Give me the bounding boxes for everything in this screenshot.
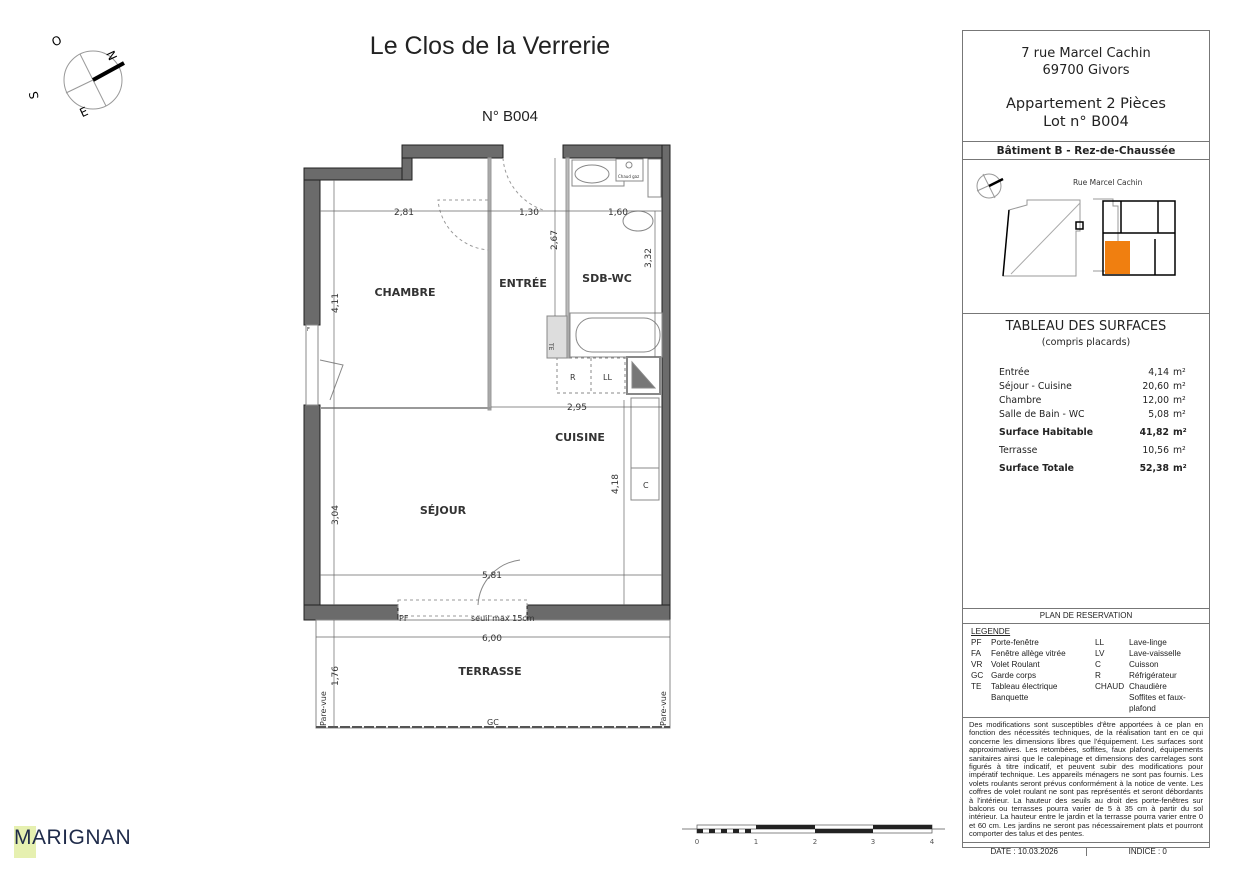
- site-mini-map: [963, 161, 1209, 311]
- apartment-info: [963, 95, 1209, 131]
- legend-k1: GC: [971, 671, 984, 680]
- label-c: C: [643, 481, 649, 490]
- surface-row: [999, 379, 1199, 393]
- legend-v1: Volet Roulant: [991, 660, 1040, 669]
- surface-value: 4,14: [1148, 366, 1169, 378]
- date: DATE : 10.03.2026: [963, 847, 1087, 856]
- legend-row: [971, 670, 1201, 681]
- scale-bar: [682, 825, 945, 833]
- legend-row: [971, 648, 1201, 659]
- legend: [963, 623, 1209, 717]
- label-seuil: seuil max 15cm: [471, 614, 535, 623]
- surface-label: Surface Habitable: [999, 426, 1094, 438]
- room-entree: ENTRÉE: [499, 277, 547, 290]
- surface-value: 5,08: [1148, 408, 1169, 420]
- scale-tick-3: 3: [870, 838, 876, 846]
- surface-label: Salle de Bain - WC: [999, 408, 1085, 420]
- surface-label: Terrasse: [999, 444, 1038, 456]
- surface-label: Séjour - Cuisine: [999, 380, 1072, 392]
- dim-sdb-width: 1,60: [607, 208, 629, 218]
- legend-k1: TE: [971, 682, 982, 691]
- surface-value: 12,00: [1142, 394, 1169, 406]
- legend-k2: CHAUD: [1095, 682, 1125, 691]
- legend-k2: LV: [1095, 649, 1105, 658]
- surfaces-table: [999, 365, 1199, 479]
- surface-label: Surface Totale: [999, 462, 1074, 474]
- surface-value: 10,56: [1142, 444, 1169, 456]
- dim-chambre-width: 2,81: [393, 208, 415, 218]
- label-te: TE: [547, 343, 554, 351]
- dim-cuisine-width: 2,95: [566, 403, 588, 413]
- legend-v2: Cuisson: [1129, 660, 1159, 669]
- surface-row: [999, 425, 1199, 439]
- legend-k2: R: [1095, 671, 1101, 680]
- legend-v1: Banquette: [991, 693, 1029, 702]
- surface-label: Entrée: [999, 366, 1030, 378]
- surface-unit: m²: [1173, 426, 1187, 438]
- dim-sdb-depth: 3,32: [644, 247, 654, 269]
- bathroom-fixtures: [547, 159, 662, 500]
- surface-value: 41,82: [1139, 426, 1169, 438]
- surface-unit: m²: [1173, 366, 1186, 378]
- legend-k1: PF: [971, 638, 982, 647]
- legend-v1: Fenêtre allège vitrée: [991, 649, 1066, 658]
- label-pare-vue-right: Pare-vue: [659, 691, 668, 726]
- room-terrasse: TERRASSE: [458, 665, 522, 678]
- room-chambre: CHAMBRE: [374, 286, 436, 299]
- legend-v2: Chaudière: [1129, 682, 1167, 691]
- surface-value: 52,38: [1139, 462, 1169, 474]
- legend-v1: Garde corps: [991, 671, 1037, 680]
- legend-v2: Réfrigérateur: [1129, 671, 1177, 680]
- dim-sejour-width: 5,81: [481, 571, 503, 581]
- dim-sejour-depth: 3,04: [331, 504, 341, 526]
- legend-v2: Lave-linge: [1129, 638, 1167, 647]
- dim-entree-width: 1,30: [518, 208, 540, 218]
- legend-rows: [971, 637, 1201, 714]
- legend-row: [971, 637, 1201, 648]
- label-pare-vue-left: Pare-vue: [319, 691, 328, 726]
- address-line1: 7 rue Marcel Cachin: [1021, 46, 1151, 61]
- indice: INDICE : 0: [1128, 846, 1167, 856]
- legend-v2: Soffites et faux-plafond: [1129, 693, 1186, 713]
- dim-terrace-depth: 1,76: [331, 665, 341, 687]
- label-ll: LL: [603, 373, 612, 382]
- legend-row: [971, 692, 1201, 714]
- address: [963, 45, 1209, 79]
- dim-terrace-width: 6,00: [481, 634, 503, 644]
- apartment-type: Appartement 2 Pièces: [1006, 96, 1166, 112]
- legend-title: LEGENDE: [971, 627, 1011, 636]
- compass-west: O: [49, 32, 64, 50]
- label-chaud: Chaud gaz: [618, 174, 640, 179]
- compass-south: S: [26, 90, 42, 101]
- legend-v1: Porte-fenêtre: [991, 638, 1039, 647]
- legend-k2: LL: [1095, 638, 1105, 647]
- panel-lower-section: [963, 608, 1209, 860]
- surfaces-title: TABLEAU DES SURFACES: [1005, 319, 1167, 334]
- compass-east: E: [77, 104, 91, 120]
- legend-row: [971, 681, 1201, 692]
- room-cuisine: CUISINE: [555, 431, 605, 444]
- room-sejour: SÉJOUR: [419, 504, 467, 517]
- surface-label: Chambre: [999, 394, 1042, 406]
- surface-row: [999, 461, 1199, 475]
- compass-north: N: [103, 48, 120, 63]
- surface-unit: m²: [1173, 380, 1186, 392]
- building-floor: Bâtiment B - Rez-de-Chaussée: [996, 145, 1176, 157]
- dim-entree-depth: 2,67: [550, 229, 560, 251]
- footer: [963, 842, 1209, 860]
- legend-v1: Tableau électrique: [991, 682, 1058, 691]
- info-panel: [962, 30, 1210, 856]
- scale-tick-0: 0: [694, 838, 700, 846]
- lot-number: N° B004: [481, 108, 539, 125]
- legend-k1: FA: [971, 649, 982, 658]
- plan-reservation-label: PLAN DE RESERVATION: [963, 608, 1209, 623]
- legend-k1: VR: [971, 660, 983, 669]
- surface-unit: m²: [1173, 408, 1186, 420]
- surface-row: [999, 443, 1199, 457]
- label-r: R: [570, 373, 576, 382]
- label-fa: F: [307, 327, 310, 333]
- surfaces-subtitle: (compris placards): [1041, 337, 1131, 348]
- label-pf: PF: [399, 614, 409, 623]
- scale-tick-1: 1: [753, 838, 759, 846]
- disclaimer: Des modifications sont susceptibles d'être apportées à ce plan en fonction des nécessités techniques, de la réalisation tant en ce qui concerne les dimensions libres que l'équipement. Les surfaces sont approximatives. Les retombées, soffites, faux plafond, équipements sanitaires ainsi que le calepinage et dimensions des carrelages sont figurés à titre indicatif, et peuvent subir des modifications pour impératif technique. Les appareils ménagers ne sont pas fournis. Les volets roulants seront prévus conformément à la notice de vente. Les coffres de volet roulant ne sont pas représentés et seront débordants à l'intérieur. La hauteur des seuils au droit des porte-fenêtres sur balcons ou terrasses pourra varier de 5 à 35 cm à partir du sol intérieur. La hauteur entre le jardin et la terrasse pourra varier entre 0 et 60 cm. Les jardins ne seront pas nécessairement plats et pourront comporter des talus et des pentes.: [963, 717, 1209, 842]
- legend-k1: [971, 692, 991, 714]
- marignan-logo: [14, 826, 131, 850]
- logo-text: MARIGNAN: [14, 826, 132, 849]
- legend-v2: Lave-vaisselle: [1129, 649, 1181, 658]
- dim-cuisine-depth: 4,18: [611, 473, 621, 495]
- surface-value: 20,60: [1142, 380, 1169, 392]
- project-title: Le Clos de la Verrerie: [369, 32, 611, 60]
- surface-row: [999, 407, 1199, 421]
- dim-chambre-depth: 4,11: [331, 292, 341, 314]
- label-gc: GC: [487, 718, 499, 727]
- mini-map-street: Rue Marcel Cachin: [1073, 178, 1143, 187]
- legend-row: [971, 659, 1201, 670]
- surface-row: [999, 393, 1199, 407]
- legend-k2: [1095, 692, 1129, 714]
- room-sdb: SDB-WC: [582, 272, 632, 285]
- surface-unit: m²: [1173, 394, 1186, 406]
- surface-unit: m²: [1173, 462, 1187, 474]
- mini-map-lot-highlight: [1105, 241, 1130, 274]
- surface-unit: m²: [1173, 444, 1186, 456]
- legend-k2: C: [1095, 660, 1101, 669]
- partitions: [306, 158, 569, 616]
- address-line2: 69700 Givors: [1042, 63, 1130, 78]
- surface-row: [999, 365, 1199, 379]
- scale-tick-4: 4: [929, 838, 935, 846]
- apartment-lot: Lot n° B004: [1043, 114, 1129, 130]
- scale-tick-2: 2: [812, 838, 818, 846]
